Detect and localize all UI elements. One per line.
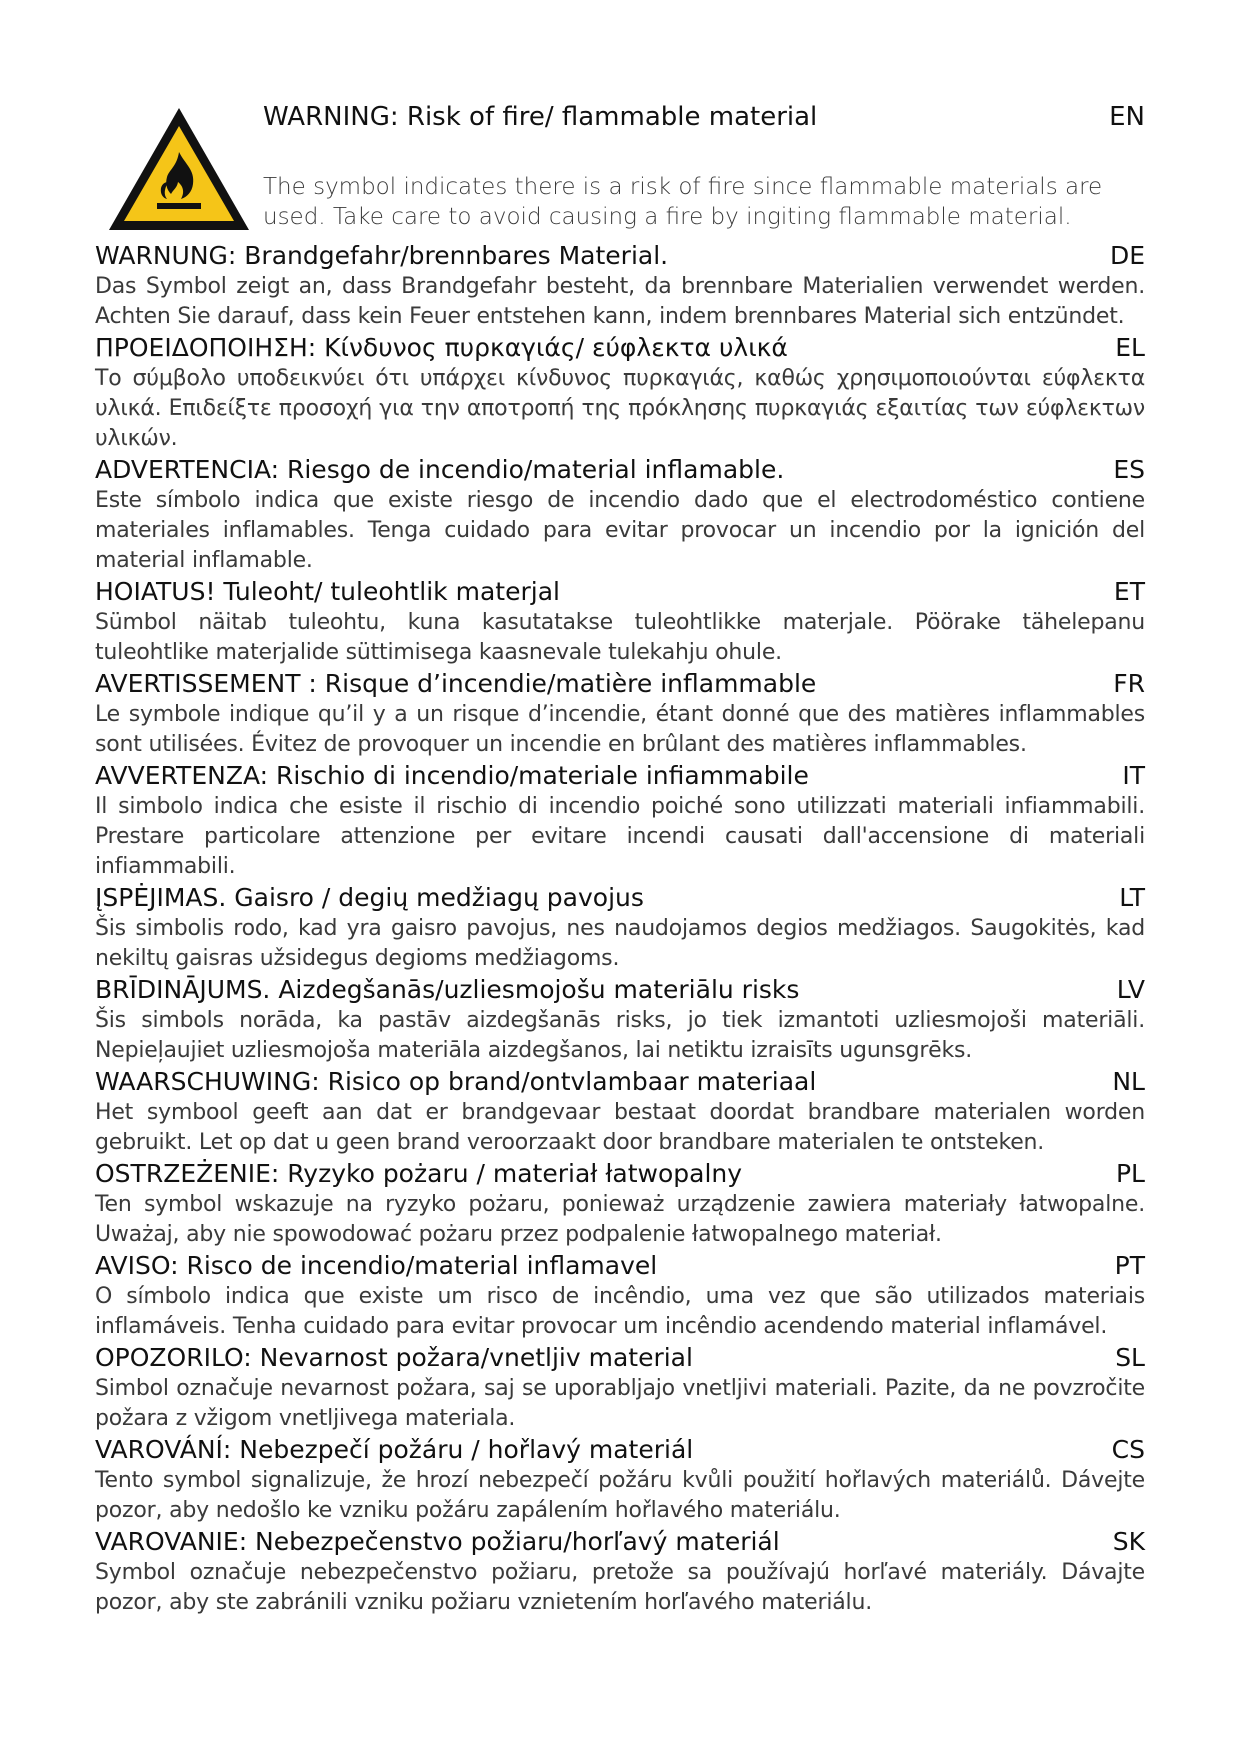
section-title: ΠΡΟΕΙΔΟΠΟΙΗΣΗ: Κίνδυνος πυρκαγιάς/ εύφλεκτα υλικά: [95, 333, 788, 362]
section-es: [95, 454, 1145, 576]
section-body: Το σύμβολο υποδεικνύει ότι υπάρχει κίνδυνος πυρκαγιάς, καθώς χρησιμοποιούνται εύφλεκτα υλικά. Επιδείξτε προσοχή για την αποτροπή της πρόκλησης πυρκαγιάς εξαιτίας των εύφλεκτων υλικών.: [95, 366, 1145, 451]
section-pl: [95, 1158, 1145, 1250]
section-fr: [95, 668, 1145, 760]
section-heading: [95, 332, 1145, 364]
section-lt: [95, 882, 1145, 974]
flammable-warning-icon: [105, 104, 253, 234]
section-heading: [263, 100, 1145, 140]
section-title: OPOZORILO: Nevarnost požara/vnetljiv material: [95, 1343, 693, 1372]
section-de: [95, 240, 1145, 332]
section-title: AVERTISSEMENT : Risque d’incendie/matière inflammable: [95, 669, 817, 698]
language-code: SK: [1112, 1527, 1145, 1556]
language-code: DE: [1109, 241, 1145, 270]
section-body: Šis simbolis rodo, kad yra gaisro pavojus, nes naudojamos degios medžiagos. Saugokitės, kad nekiltų gaisras užsidegus degioms medžiagoms.: [95, 916, 1145, 971]
language-code: IT: [1122, 761, 1145, 790]
section-sk: [95, 1526, 1145, 1618]
section-el: [95, 332, 1145, 454]
section-body: Tento symbol signalizuje, že hrozí nebezpečí požáru kvůli použití hořlavých materiálů. Dávejte pozor, aby nedošlo ke vzniku požáru zapálením hořlavého materiálu.: [95, 1468, 1145, 1523]
section-heading: [95, 576, 1145, 608]
section-heading: [95, 454, 1145, 486]
section-heading: [95, 1526, 1145, 1558]
section-cs: [95, 1434, 1145, 1526]
section-en: [95, 100, 1145, 240]
section-body: Sümbol näitab tuleohtu, kuna kasutatakse tuleohtlikke materjale. Pöörake tähelepanu tuleohtlike materjalide süttimisega kaasnevale tulekahju ohule.: [95, 610, 1145, 665]
section-body: Le symbole indique qu’il y a un risque d’incendie, étant donné que des matières inflammables sont utilisées. Évitez de provoquer un incendie en brûlant des matières inflammables.: [95, 702, 1145, 757]
section-body: Das Symbol zeigt an, dass Brandgefahr besteht, da brennbare Materialien verwendet werden. Achten Sie darauf, dass kein Feuer entstehen kann, indem brennbares Material sich entzündet.: [95, 274, 1145, 329]
language-code: ES: [1113, 455, 1145, 484]
section-body: Este símbolo indica que existe riesgo de incendio dado que el electrodoméstico contiene materiales inflamables. Tenga cuidado para evitar provocar un incendio por la ignición del material inflamable.: [95, 488, 1145, 573]
section-body: Šis simbols norāda, ka pastāv aizdegšanās risks, jo tiek izmantoti uzliesmojoši materiāli. Nepieļaujiet uzliesmojoša materiāla aizdegšanos, lai netiktu izraisīts ugunsgrēks.: [95, 1008, 1145, 1063]
section-title: AVVERTENZA: Rischio di incendio/materiale infiammabile: [95, 761, 809, 790]
language-code: PT: [1114, 1251, 1145, 1280]
language-code: PL: [1115, 1159, 1145, 1188]
section-sl: [95, 1342, 1145, 1434]
section-heading: [95, 1434, 1145, 1466]
section-body: Il simbolo indica che esiste il rischio di incendio poiché sono utilizzati materiali infiammabili. Prestare particolare attenzione per evitare incendi causati dall'accensione di materiali infiammabili.: [95, 794, 1145, 879]
section-title: WARNUNG: Brandgefahr/brennbares Material.: [95, 241, 669, 270]
language-code: LT: [1119, 883, 1145, 912]
section-heading: [95, 668, 1145, 700]
section-it: [95, 760, 1145, 882]
language-code: EL: [1115, 333, 1145, 362]
section-body: The symbol indicates there is a risk of fire since flammable materials are used. Take care to avoid causing a fire by ingiting flammable material.: [263, 174, 1103, 230]
document-page: [95, 100, 1145, 1618]
section-pt: [95, 1250, 1145, 1342]
section-heading: [95, 1066, 1145, 1098]
section-title: ĮSPĖJIMAS. Gaisro / degių medžiagų pavojus: [95, 883, 644, 912]
section-nl: [95, 1066, 1145, 1158]
section-heading: [95, 974, 1145, 1006]
section-title: WARNING: Risk of fire/ flammable material: [263, 102, 818, 132]
section-title: VAROVÁNÍ: Nebezpečí požáru / hořlavý materiál: [95, 1435, 694, 1464]
section-heading: [95, 760, 1145, 792]
section-body: Het symbool geeft aan dat er brandgevaar bestaat doordat brandbare materialen worden gebruikt. Let op dat u geen brand veroorzaakt door brandbare materialen te ontsteken.: [95, 1100, 1145, 1155]
section-title: BRĪDINĀJUMS. Aizdegšanās/uzliesmojošu materiālu risks: [95, 975, 800, 1004]
section-heading: [95, 882, 1145, 914]
section-title: VAROVANIE: Nebezpečenstvo požiaru/horľavý materiál: [95, 1527, 780, 1556]
section-heading: [95, 1158, 1145, 1190]
section-title: WAARSCHUWING: Risico op brand/ontvlambaar materiaal: [95, 1067, 817, 1096]
language-code: LV: [1116, 975, 1145, 1004]
language-code: NL: [1112, 1067, 1145, 1096]
section-et: [95, 576, 1145, 668]
section-title: AVISO: Risco de incendio/material inflamavel: [95, 1251, 658, 1280]
language-code: EN: [1109, 102, 1145, 132]
flame-base-icon: [157, 203, 201, 209]
section-lv: [95, 974, 1145, 1066]
section-heading: [95, 240, 1145, 272]
language-code: CS: [1111, 1435, 1145, 1464]
section-title: ADVERTENCIA: Riesgo de incendio/material inflamable.: [95, 455, 785, 484]
section-body: Ten symbol wskazuje na ryzyko pożaru, ponieważ urządzenie zawiera materiały łatwopalne. Uważaj, aby nie spowodować pożaru przez podpalenie łatwopalnego materiał.: [95, 1192, 1145, 1247]
section-body: Simbol označuje nevarnost požara, saj se uporabljajo vnetljivi materiali. Pazite, da ne povzročite požara z vžigom vnetljivega materiala.: [95, 1376, 1145, 1431]
language-code: FR: [1113, 669, 1145, 698]
language-code: ET: [1113, 577, 1145, 606]
section-heading: [95, 1250, 1145, 1282]
section-body: O símbolo indica que existe um risco de incêndio, uma vez que são utilizados materiais inflamáveis. Tenha cuidado para evitar provocar um incêndio acendendo material inflamável.: [95, 1284, 1145, 1339]
section-title: OSTRZEŻENIE: Ryzyko pożaru / materiał łatwopalny: [95, 1159, 743, 1188]
section-body: Symbol označuje nebezpečenstvo požiaru, pretože sa používajú horľavé materiály. Dávajte pozor, aby ste zabránili vzniku požiaru vznietením horľavého materiálu.: [95, 1560, 1145, 1615]
section-heading: [95, 1342, 1145, 1374]
language-code: SL: [1115, 1343, 1145, 1372]
section-title: HOIATUS! Tuleoht/ tuleohtlik materjal: [95, 577, 560, 606]
